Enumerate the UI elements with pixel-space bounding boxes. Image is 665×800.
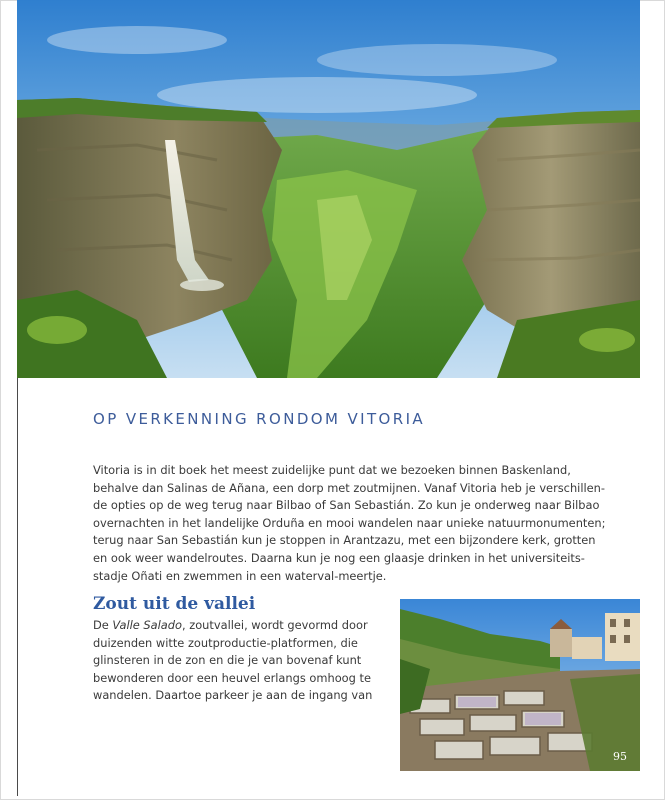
line-prefix: De: [93, 618, 113, 632]
intro-line: overnachten in het landelijke Orduña en mooi wandelen naar unieke natuurmonumenten;: [93, 515, 606, 530]
intro-line: stadje Oñati en zwemmen in een waterval-meertje.: [93, 568, 387, 583]
valle-salado-italic: Valle Salado: [112, 618, 182, 632]
subsection-line: glinsteren in de zon en die je van bovenaf kunt: [93, 653, 362, 668]
subsection-paragraph: [93, 617, 393, 705]
intro-line: en ook weer wandelroutes. Daarna kun je nog een glaasje drinken in het universiteits-: [93, 550, 585, 565]
subsection-line: [93, 617, 393, 635]
intro-paragraph: [93, 462, 633, 585]
intro-line: Vitoria is in dit boek het meest zuidelijke punt dat we bezoeken binnen Baskenland,: [93, 463, 571, 477]
intro-line: behalve dan Salinas de Añana, een dorp met zoutmijnen. Vanaf Vitoria heb je verschillen-: [93, 480, 605, 495]
subsection-line: duizenden witte zoutproductie-platformen, die: [93, 635, 358, 650]
left-margin-rule: [17, 378, 18, 796]
section-title: OP VERKENNING RONDOM VITORIA: [93, 410, 426, 428]
subsection-line: bewonderen door een heuvel erlangs omhoog te: [93, 670, 371, 685]
hero-photo-canyon-waterfall: [17, 0, 640, 378]
subsection-line: wandelen. Daartoe parkeer je aan de ingang van: [93, 688, 373, 703]
salt-valley-photo: [400, 599, 640, 771]
page-number: 95: [613, 750, 627, 763]
intro-line: terug naar San Sebastián kun je stoppen in Arantzazu, met een bijzondere kerk, grotten: [93, 533, 596, 548]
intro-line: de opties op de weg terug naar Bilbao of San Sebastián. Zo kun je onderweg naar Bilbao: [93, 498, 600, 513]
subsection-title: Zout uit de vallei: [93, 594, 256, 614]
line-suffix: , zoutvallei, wordt gevormd door: [181, 618, 368, 632]
